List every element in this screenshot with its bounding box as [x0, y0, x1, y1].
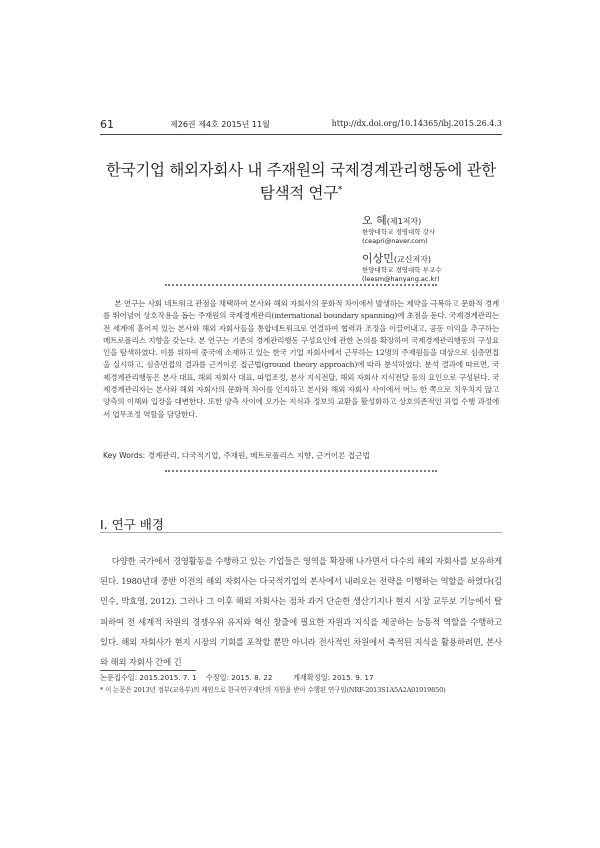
footnote-dates: 논문접수일: 2015.2015. 7. 1 수정일: 2015. 8. 22 게재확정일: 2015. 9. 17 [100, 673, 374, 682]
body-paragraph: 다양한 국가에서 경영활동을 수행하고 있는 기업들은 영역을 확장해 나가면서 다수의 해외 자회사를 보유하게 된다. 1980년대 중반 이전의 해외 자회사는 다국적기업의 본사에서 내려오는 전략을 이행하는 역할을 하였다(김민수, 박효영, 2012). 그러나 그 이후 해외 자회사는 점차 과거 단순한 생산기지나 현지 시장 교두보 기능에서 탈피하여 전 세계적 차원의 경쟁우위 유지와 혁신 창출에 필요한 자원과 지식을 제공하는 능동적 역할을 수행하고 있다. 해외 자회사가 현지 시장의 기회를 포착할 뿐만 아니라 전사적인 차원에서 축적된 지식을 활용하려면, 본사와 해외 자회사 간에 긴 [100, 556, 502, 668]
author-role: (교신저자) [393, 255, 432, 264]
keywords-label: Key Words: [103, 451, 146, 460]
journal-issue: 제26권 제4호 2015년 11월 [170, 120, 270, 129]
body-text [100, 551, 502, 672]
abstract-text: 본 연구는 사회 네트워크 관점을 채택하여 본사와 해외 자회사의 문화적 차이에서 발생하는 제약을 극복하고 문화적 경계를 뛰어넘어 상호작용을 돕는 주재원의 국제경계관리(international boundary spanning)에 초점을 둔다. 국제경계관리는 전 세계에 흩어져 있는 본사와 해외 자회사들을 통합네트워크로 연결하여 협력과 조정을 이끌어내고, 공동 이익을 추구하는 메트로폴리스 지향을 갖는다. 본 연구는 기존의 경계관리행동 구성요인에 관한 논의를 확장하여 국제경계관리행동의 구성요인을 탐색하였다. 이를 위하여 중국에 소재하고 있는 한국 기업 자회사에서 근무하는 12명의 주재원들을 대상으로 심층면접을 실시하고, 심층면접의 결과를 근거이론 접근법(ground theory approach)에 따라 분석하였다. 분석 결과에 따르면, 국제경계관리행동은 본사 대표, 해외 자회사 대표, 파업조정, 본사 지식전달, 해외 자회사 지식전달 등의 요인으로 구성된다. 국제경계관리자는 본사와 해외 자회사의 문화적 차이를 인지하고 본사와 해외 자회사 사이에서 어느 한 쪽으로 치우치지 않고 양측의 이해와 입장을 대변한다. 또한 양측 사이에 오가는 지식과 정보의 교환을 활성화하고 상호의존적인 과업 수행 과정에서 업무조정 역할을 담당한다. [103, 299, 499, 419]
abstract [103, 298, 499, 421]
author-first [362, 209, 435, 246]
footnote-divider [100, 670, 196, 671]
paper-title-text: 탐색적 연구 [259, 184, 338, 202]
paper-title-line2 [100, 181, 502, 203]
author-affiliation: 한양대학교 경영대학 부교수 [362, 266, 442, 274]
author-name: 오 혜 [362, 214, 387, 227]
header-divider [100, 134, 502, 135]
section-heading: Ⅰ. 연구 배경 [100, 517, 164, 532]
title-footnote-mark: * [337, 184, 343, 195]
abstract-bottom-divider [165, 470, 437, 472]
page-number: 61 [100, 118, 114, 131]
abstract-top-divider [165, 284, 437, 286]
section-divider [100, 532, 502, 533]
author-email[interactable]: (ceapri@naver.com) [362, 237, 428, 245]
keywords [103, 450, 499, 461]
keywords-values: 경계관리, 다국적기업, 주재원, 메트로폴리스 지향, 근거이론 접근법 [147, 451, 370, 460]
footnote-funding: * 이 논문은 2013년 정부(교육부)의 재원으로 한국연구재단의 지원을 받아 수행된 연구임(NRF-2013S1A5A2A01019850) [100, 686, 446, 694]
author-affiliation: 한양대학교 경영대학 강사 [362, 228, 436, 236]
author-corresponding [362, 247, 441, 284]
author-name: 이상민 [362, 252, 394, 265]
paper-title-line1: 한국기업 해외자회사 내 주재원의 국제경계관리행동에 관한 [106, 161, 496, 179]
author-role: (제1저자) [386, 217, 422, 226]
doi-link[interactable]: http://dx.doi.org/10.14365/ibj.2015.26.4.3 [331, 119, 502, 128]
author-email[interactable]: (leesm@hanyang.ac.kr) [362, 275, 440, 283]
